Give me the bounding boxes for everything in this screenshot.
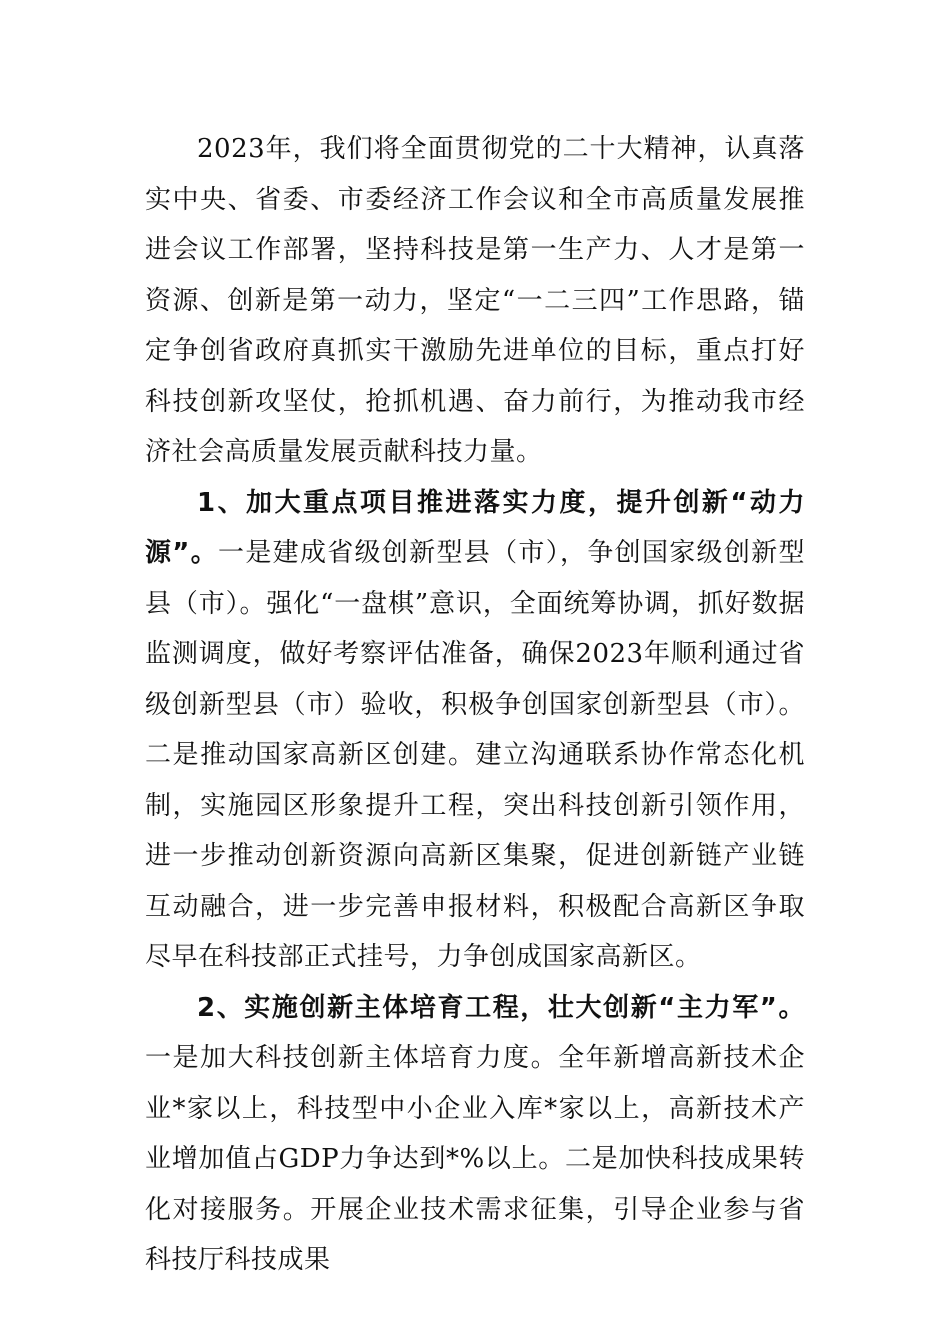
paragraph-section-1	[145, 478, 805, 983]
document-body	[145, 124, 805, 1286]
paragraph-text: 一是建成省级创新型县（市），争创国家级创新型县（市）。强化“一盘棋”意识，全面统筹协调，抓好数据监测调度，做好考察评估准备，确保2023年顺利通过省级创新型县（市）验收，积极争创国家创新型县（市）。二是推动国家高新区创建。建立沟通联系协作常态化机制，实施园区形象提升工程，突出科技创新引领作用，进一步推动创新资源向高新区集聚，促进创新链产业链互动融合，进一步完善申报材料，积极配合高新区争取尽早在科技部正式挂号，力争创成国家高新区。	[145, 538, 805, 972]
paragraph-section-2	[145, 983, 805, 1286]
paragraph-intro	[145, 124, 805, 478]
paragraph-text: 一是加大科技创新主体培育力度。全年新增高新技术企业*家以上，科技型中小企业入库*家以上，高新技术产业增加值占GDP力争达到*%以上。二是加快科技成果转化对接服务。开展企业技术需求征集，引导企业参与省科技厅科技成果	[145, 1043, 805, 1275]
paragraph-heading: 1、加大重点项目推进落实力度，提升创新“动力源”。	[145, 487, 805, 568]
paragraph-heading: 2、实施创新主体培育工程，壮大创新“主力军”。	[197, 992, 805, 1023]
paragraph-text: 2023年，我们将全面贯彻党的二十大精神，认真落实中央、省委、市委经济工作会议和全市高质量发展推进会议工作部署，坚持科技是第一生产力、人才是第一资源、创新是第一动力，坚定“一二三四”工作思路，锚定争创省政府真抓实干激励先进单位的目标，重点打好科技创新攻坚仗，抢抓机遇、奋力前行，为推动我市经济社会高质量发展贡献科技力量。	[145, 134, 805, 467]
